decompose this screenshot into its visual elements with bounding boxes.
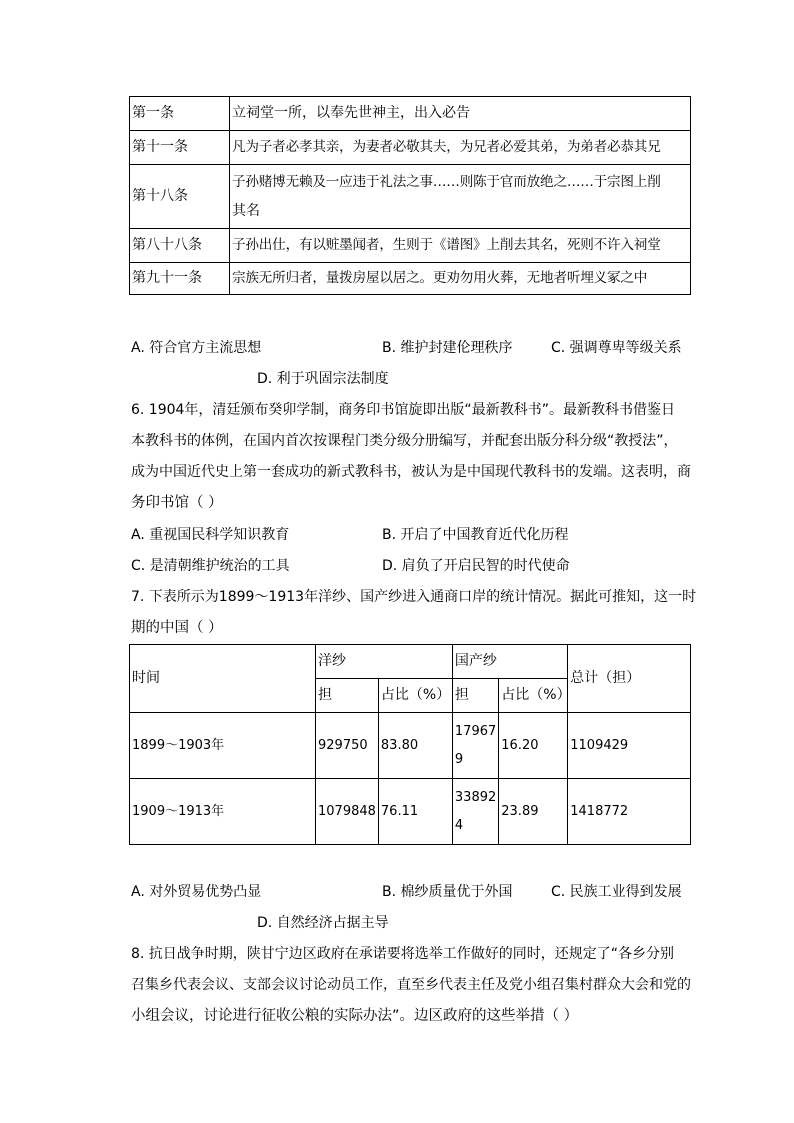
q7-option-c[interactable]: C. 民族工业得到发展 xyxy=(551,884,682,900)
q6-stem-line: 本教科书的体例，在国内首次按课程门类分级分册编写，并配套出版分科分级“教授法”， xyxy=(131,433,678,449)
subheader-dan: 担 xyxy=(316,679,379,713)
q8-stem-line: 召集乡代表会议、支部会议讨论动员工作，直至乡代表主任及党小组召集村群众大会和党的 xyxy=(131,977,691,993)
subheader-pct: 占比（%） xyxy=(499,679,568,713)
q6-stem-line: 成为中国近代史上第一套成功的新式教科书，被认为是中国现代教科书的发端。这表明，商 xyxy=(131,464,691,480)
article-cell: 第八十八条 xyxy=(130,229,230,263)
content-cell: 宗族无所归者，量拨房屋以居之。更劝勿用火葬，无地者听埋义冢之中 xyxy=(230,263,691,295)
cell-time: 1899～1903年 xyxy=(130,713,316,779)
table-row xyxy=(130,713,691,779)
q8-stem-line: 小组会议，讨论进行征收公粮的实际办法”。边区政府的这些举措（ ） xyxy=(131,1008,579,1024)
table-row xyxy=(130,131,691,165)
cell-foreign-pct: 76.11 xyxy=(378,779,452,845)
yarn-statistics-table xyxy=(129,644,691,845)
table-row xyxy=(130,263,691,295)
table-row xyxy=(130,229,691,263)
q6-option-d[interactable]: D. 肩负了开启民智的时代使命 xyxy=(382,558,570,574)
cell-line: 9 xyxy=(454,751,464,767)
header-domestic-yarn: 国产纱 xyxy=(452,645,567,679)
cell-line: 17967 xyxy=(454,723,497,739)
subheader-dan: 担 xyxy=(452,679,498,713)
cell-domestic-dan xyxy=(452,779,498,845)
cell-total: 1418772 xyxy=(568,779,691,845)
content-cell: 凡为子者必孝其亲，为妻者必敬其夫，为兄者必爱其弟，为弟者必恭其兄 xyxy=(230,131,691,165)
article-cell: 第十八条 xyxy=(130,165,230,229)
cell-domestic-pct: 16.20 xyxy=(499,713,568,779)
q5-option-c[interactable]: C. 强调尊卑等级关系 xyxy=(551,340,682,356)
q7-option-d[interactable]: D. 自然经济占据主导 xyxy=(257,915,389,931)
cell-domestic-pct: 23.89 xyxy=(499,779,568,845)
cell-line: 33892 xyxy=(454,789,497,805)
content-cell: 立祠堂一所，以奉先世神主，出入必告 xyxy=(230,97,691,131)
q8-stem-line: 8. 抗日战争时期，陕甘宁边区政府在承诺要将选举工作做好的同时，还规定了“各乡分别 xyxy=(131,946,675,962)
q7-stem-line: 7. 下表所示为1899～1913年洋纱、国产纱进入通商口岸的统计情况。据此可推知，这一时 xyxy=(131,589,697,605)
cell-total: 1109429 xyxy=(568,713,691,779)
cell-foreign-pct: 83.80 xyxy=(378,713,452,779)
q7-stem-line: 期的中国（ ） xyxy=(131,620,223,636)
cell-foreign-dan: 1079848 xyxy=(316,779,379,845)
subheader-pct: 占比（%） xyxy=(378,679,452,713)
q6-option-a[interactable]: A. 重视国民科学知识教育 xyxy=(131,527,290,543)
q7-option-b[interactable]: B. 棉纱质量优于外国 xyxy=(382,884,513,900)
cell-domestic-dan xyxy=(452,713,498,779)
q6-stem-line: 务印书馆（ ） xyxy=(131,495,223,511)
cell-foreign-dan: 929750 xyxy=(316,713,379,779)
clan-rules-table xyxy=(129,96,691,295)
content-cell xyxy=(230,165,691,229)
header-total: 总计（担） xyxy=(568,645,691,713)
q6-stem-line: 6. 1904年，清廷颁布癸卯学制，商务印书馆旋即出版“最新教科书”。最新教科书借鉴日 xyxy=(131,402,675,418)
table-row xyxy=(130,165,691,229)
header-foreign-yarn: 洋纱 xyxy=(316,645,453,679)
table-row xyxy=(130,779,691,845)
article-cell: 第九十一条 xyxy=(130,263,230,295)
article-cell: 第一条 xyxy=(130,97,230,131)
header-time: 时间 xyxy=(130,645,316,713)
q6-option-c[interactable]: C. 是清朝维护统治的工具 xyxy=(131,558,290,574)
table-row xyxy=(130,97,691,131)
cell-line: 4 xyxy=(454,817,464,833)
q7-option-a[interactable]: A. 对外贸易优势凸显 xyxy=(131,884,262,900)
q5-option-a[interactable]: A. 符合官方主流思想 xyxy=(131,340,262,356)
content-cell: 子孙出仕，有以赃墨闻者，生则于《谱图》上削去其名，死则不许入祠堂 xyxy=(230,229,691,263)
cell-time: 1909～1913年 xyxy=(130,779,316,845)
table-header-row xyxy=(130,645,691,679)
article-cell: 第十一条 xyxy=(130,131,230,165)
content-line: 子孙赌博无赖及一应违于礼法之事……则陈于官而放绝之……于宗图上削 xyxy=(232,173,661,190)
q5-option-b[interactable]: B. 维护封建伦理秩序 xyxy=(382,340,513,356)
q6-option-b[interactable]: B. 开启了中国教育近代化历程 xyxy=(382,527,569,543)
q5-option-d[interactable]: D. 利于巩固宗法制度 xyxy=(257,371,389,387)
content-line: 其名 xyxy=(232,202,260,219)
